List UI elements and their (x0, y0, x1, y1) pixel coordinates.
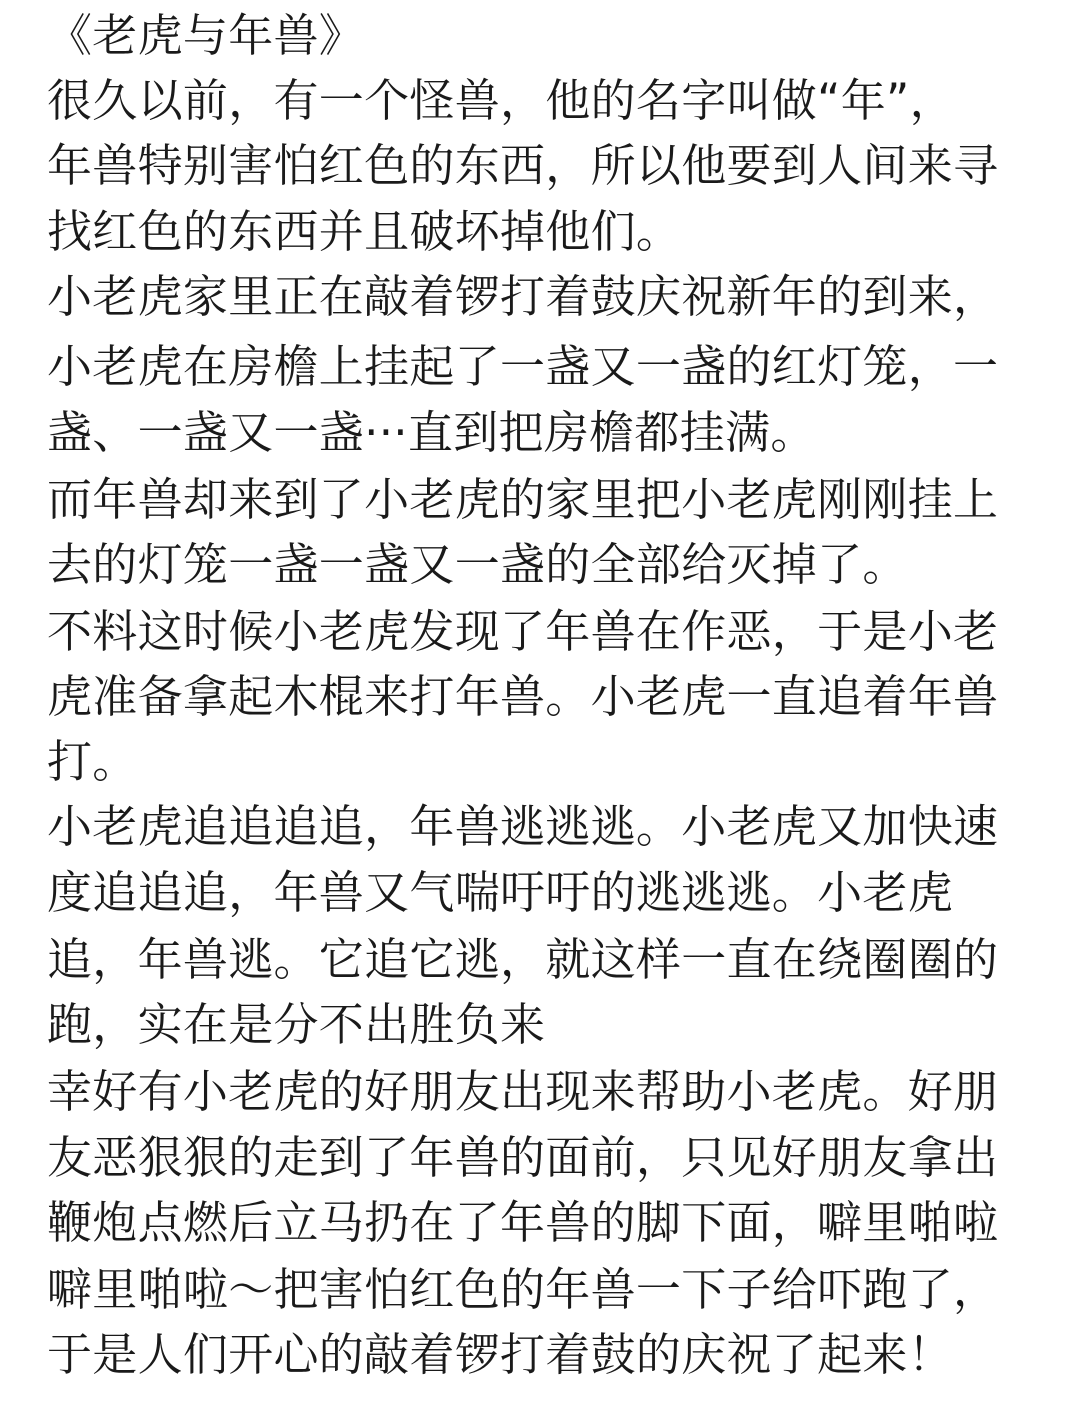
text-line-2: 年兽特别害怕红色的东西，所以他要到人间来寻 (47, 139, 999, 192)
text-line-8: 去的灯笼一盏一盏又一盏的全部给灭掉了。 (47, 538, 908, 591)
text-line-11: 打。 (47, 735, 138, 788)
text-line-3: 找红色的东西并且破坏掉他们。 (47, 205, 682, 258)
text-line-17: 友恶狠狠的走到了年兽的面前，只见好朋友拿出 (47, 1131, 999, 1184)
document-title: 《老虎与年兽》 (47, 9, 365, 62)
text-line-7: 而年兽却来到了小老虎的家里把小老虎刚刚挂上 (47, 473, 999, 526)
text-line-4: 小老虎家里正在敲着锣打着鼓庆祝新年的到来， (47, 270, 999, 323)
text-line-13: 度追追追，年兽又气喘吁吁的逃逃逃。小老虎 (47, 866, 954, 919)
text-line-20: 于是人们开心的敲着锣打着鼓的庆祝了起来！ (47, 1328, 954, 1381)
text-line-12: 小老虎追追追追，年兽逃逃逃。小老虎又加快速 (47, 800, 999, 853)
text-line-15: 跑，实在是分不出胜负来 (47, 998, 546, 1051)
text-line-16: 幸好有小老虎的好朋友出现来帮助小老虎。好朋 (47, 1065, 999, 1118)
text-line-19: 噼里啪啦～把害怕红色的年兽一下子给吓跑了， (47, 1263, 999, 1316)
text-line-6: 盏、一盏又一盏···直到把房檐都挂满。 (47, 406, 816, 459)
text-line-9: 不料这时候小老虎发现了年兽在作恶，于是小老 (47, 605, 999, 658)
text-line-5: 小老虎在房檐上挂起了一盏又一盏的红灯笼，一 (47, 340, 999, 393)
text-line-1: 很久以前，有一个怪兽，他的名字叫做“年”， (47, 74, 955, 127)
text-line-18: 鞭炮点燃后立马扔在了年兽的脚下面，噼里啪啦 (47, 1196, 999, 1249)
text-line-14: 追，年兽逃。它追它逃，就这样一直在绕圈圈的 (47, 933, 999, 986)
text-line-10: 虎准备拿起木棍来打年兽。小老虎一直追着年兽 (47, 670, 999, 723)
